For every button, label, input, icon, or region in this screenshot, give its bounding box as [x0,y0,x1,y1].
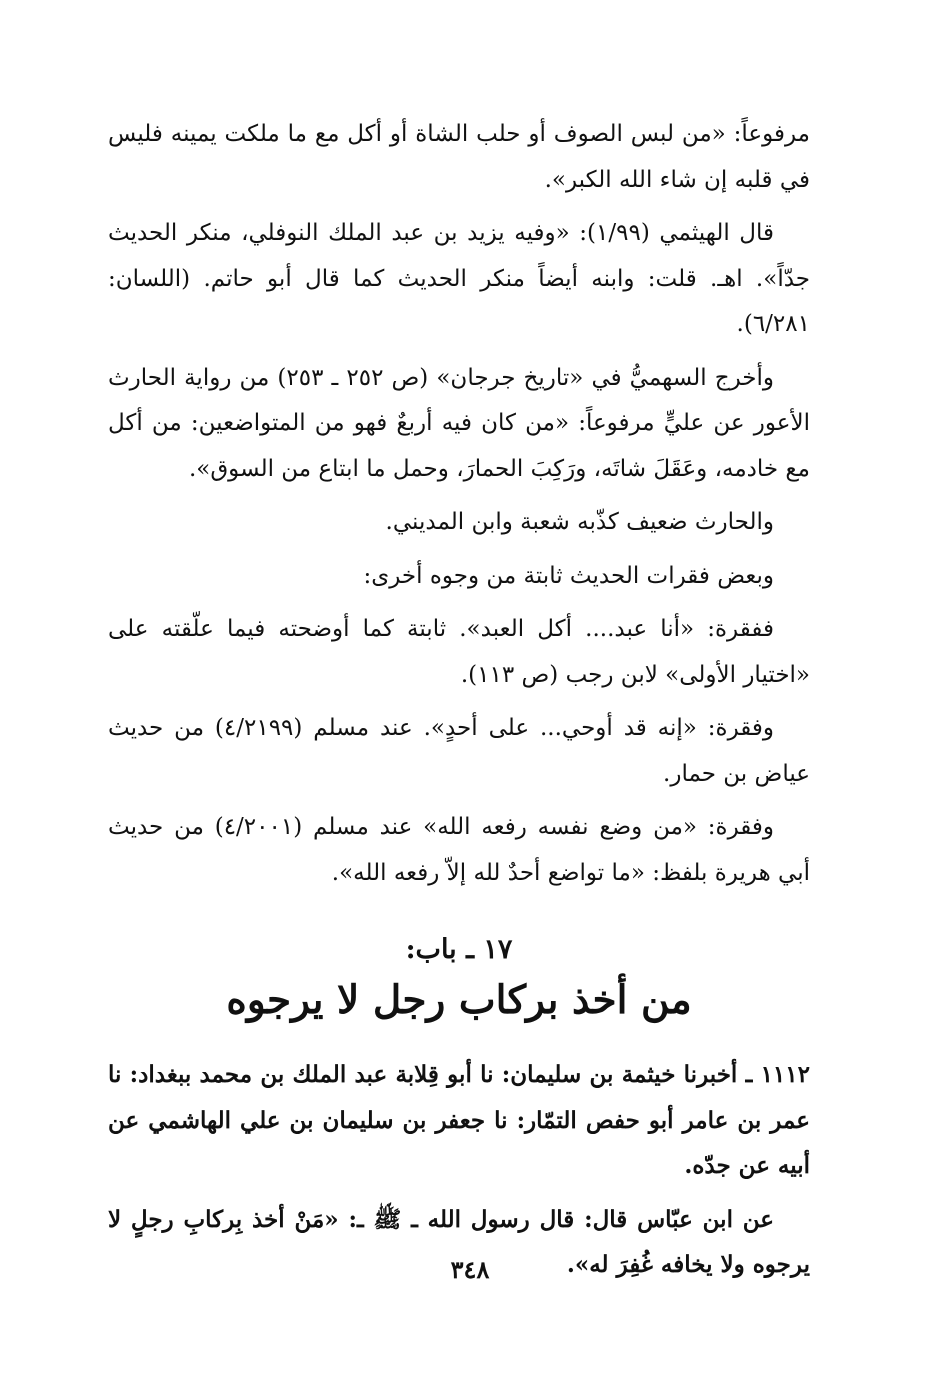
paragraph-fiqra-abd: ففقرة: «أنا عبد.... أكل العبد». ثابتة كما أوضحته فيما علّقته على «اختيار الأولى» لابن رجب (ص ١١٣). [108,616,810,688]
paragraph-harith: والحارث ضعيف كذّبه شعبة وابن المديني. [385,509,774,535]
paragraph-sahmi: وأخرج السهميُّ في «تاريخ جرجان» (ص ٢٥٢ ـ ٢٥٣) من رواية الحارث الأعور عن عليٍّ مرفوعاً: «من كان فيه أربعٌ فهو من المتواضعين: من أكل مع خادمه، وعَقَلَ شاتَه، ورَكِبَ الحمارَ، وحمل ما ابتاع من السوق». [108,364,810,482]
paragraph-fiqra-uhiya: وفقرة: «إنه قد أوحي... على أحدٍ». عند مسلم (٤/٢١٩٩) من حديث عياض بن حمار. [108,715,810,787]
hadith-isnad: ١١١٢ ـ أخبرنا خيثمة بن سليمان: نا أبو قِلابة عبد الملك بن محمد ببغداد: نا عمر بن عامر أبو حفص التمّار: نا جعفر بن سليمان بن علي الهاشمي عن أبيه عن جدّه. [108,1061,810,1179]
paragraph-fiqra-wada: وفقرة: «من وضع نفسه رفعه الله» عند مسلم (٤/٢٠٠١) من حديث أبي هريرة بلفظ: «ما تواضع أحدٌ لله إلاّ رفعه الله». [108,814,810,886]
paragraph-haythami: قال الهيثمي (١/٩٩): «وفيه يزيد بن عبد الملك النوفلي، منكر الحديث جدّاً». اهـ. قلت: وابنه أيضاً منكر الحديث كما قال أبو حاتم. (اللسان: ٦/٢٨١). [108,220,810,337]
chapter-title: من أخذ بركاب رجل لا يرجوه [226,977,692,1023]
paragraph-marfu: مرفوعاً: «من لبس الصوف أو حلب الشاة أو أكل مع ما ملكت يمينه فليس في قلبه إن شاء الله الكبر». [108,121,810,193]
chapter-number: ١٧ ـ باب: [405,934,513,965]
paragraph-fiqarat: وبعض فقرات الحديث ثابتة من وجوه أخرى: [363,562,774,589]
hadith-matn: عن ابن عبّاس قال: قال رسول الله ـ ﷺ ـ: «مَنْ أخذ بِركابِ رجلٍ لا يرجوه ولا يخافه غُفِرَ له». [108,1205,810,1278]
page-number: ٣٤٨ [450,1255,490,1284]
